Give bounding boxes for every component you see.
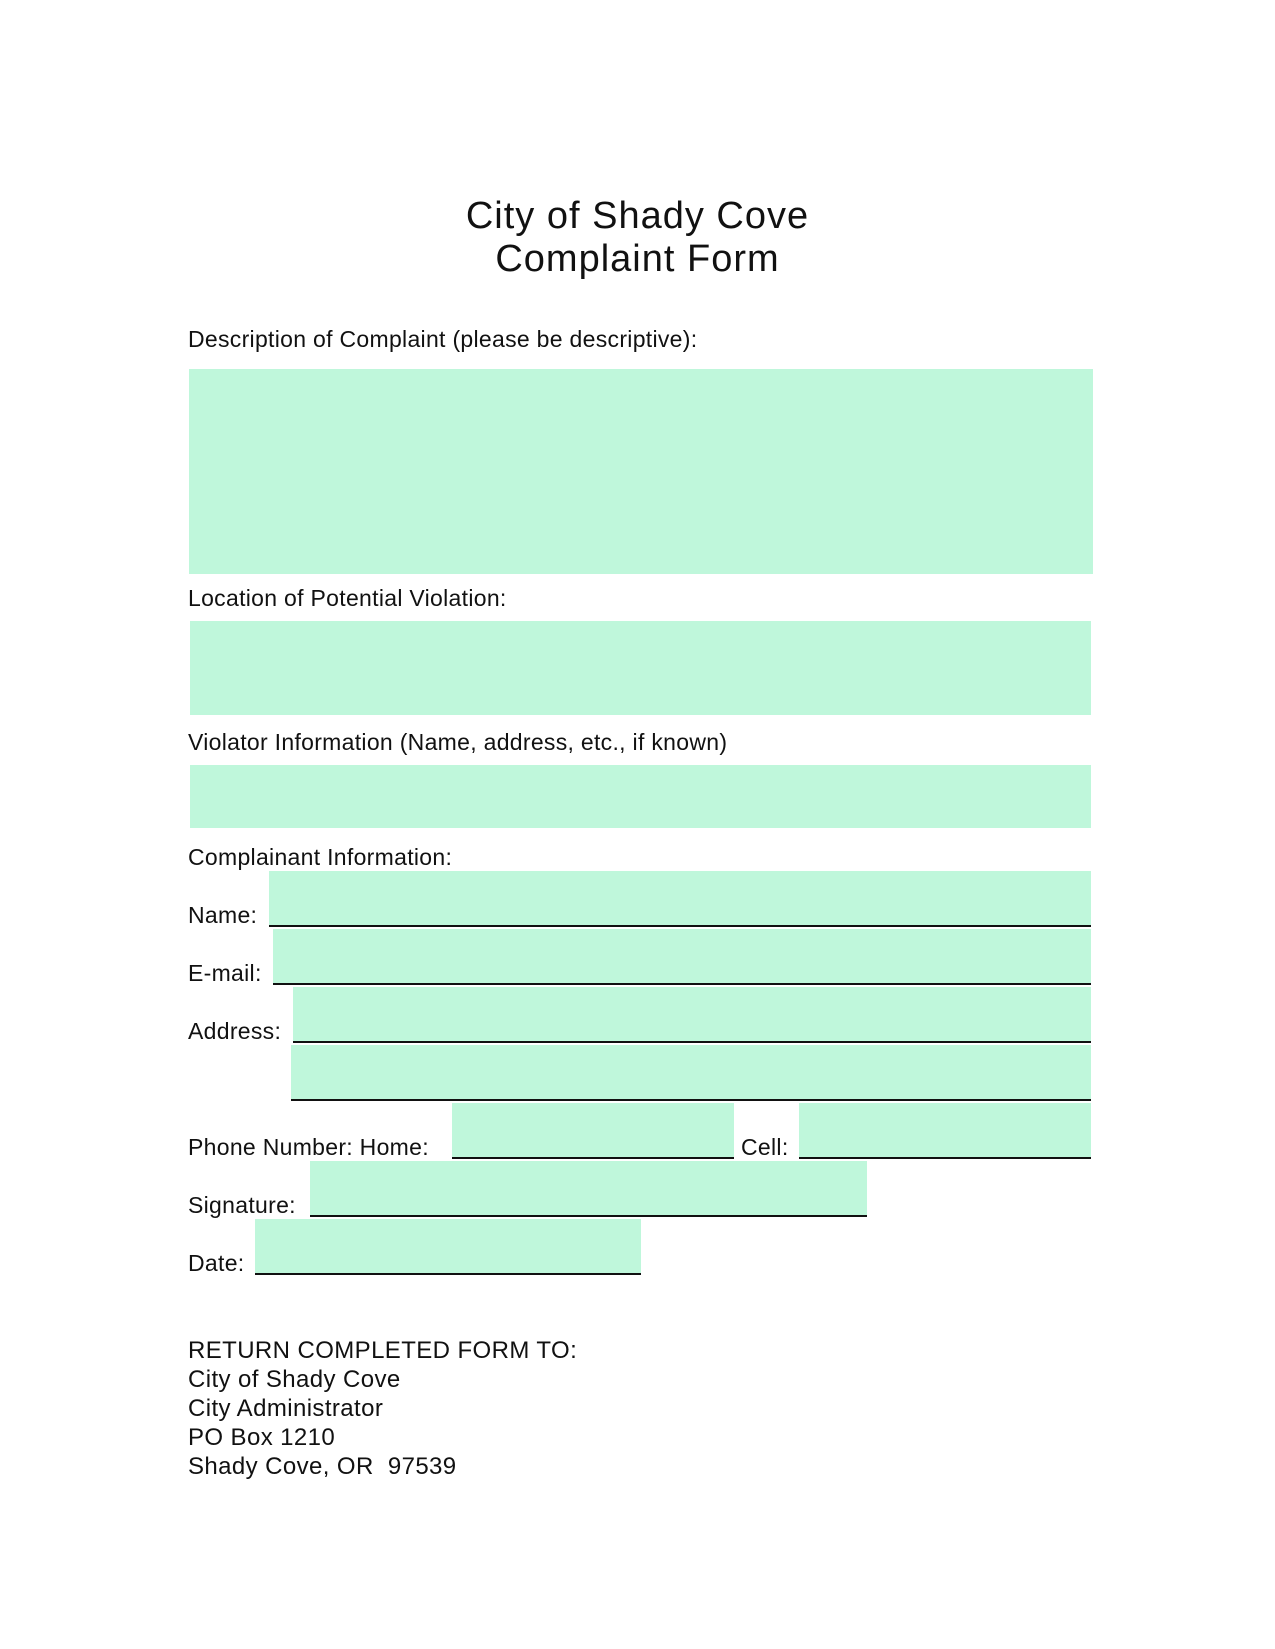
address-line2-field[interactable] <box>291 1045 1091 1101</box>
return-address-line2: City Administrator <box>188 1395 384 1422</box>
date-label: Date: <box>188 1250 245 1276</box>
name-field[interactable] <box>269 871 1091 927</box>
return-address-line4: Shady Cove, OR 97539 <box>188 1453 457 1480</box>
email-label: E-mail: <box>188 960 262 986</box>
location-label: Location of Potential Violation: <box>188 585 507 611</box>
location-field[interactable] <box>190 621 1091 715</box>
complainant-label: Complainant Information: <box>188 844 453 870</box>
return-heading: RETURN COMPLETED FORM TO: <box>188 1337 578 1364</box>
name-label: Name: <box>188 902 258 928</box>
address-label: Address: <box>188 1018 282 1044</box>
phone-home-field[interactable] <box>452 1103 734 1159</box>
date-field[interactable] <box>255 1219 641 1275</box>
phone-home-label: Phone Number: Home: <box>188 1134 429 1160</box>
form-title-line2: Complaint Form <box>495 238 780 280</box>
email-field[interactable] <box>273 929 1091 985</box>
return-address-line3: PO Box 1210 <box>188 1424 336 1451</box>
description-label: Description of Complaint (please be descriptive): <box>188 326 698 352</box>
violator-label: Violator Information (Name, address, etc., if known) <box>188 729 728 755</box>
phone-cell-label: Cell: <box>741 1134 789 1160</box>
description-field[interactable] <box>189 369 1093 574</box>
signature-label: Signature: <box>188 1192 296 1218</box>
phone-cell-field[interactable] <box>799 1103 1091 1159</box>
violator-field[interactable] <box>190 765 1091 828</box>
form-title-line1: City of Shady Cove <box>465 195 810 237</box>
signature-field[interactable] <box>310 1161 867 1217</box>
address-line1-field[interactable] <box>293 987 1091 1043</box>
return-address-line1: City of Shady Cove <box>188 1366 401 1393</box>
